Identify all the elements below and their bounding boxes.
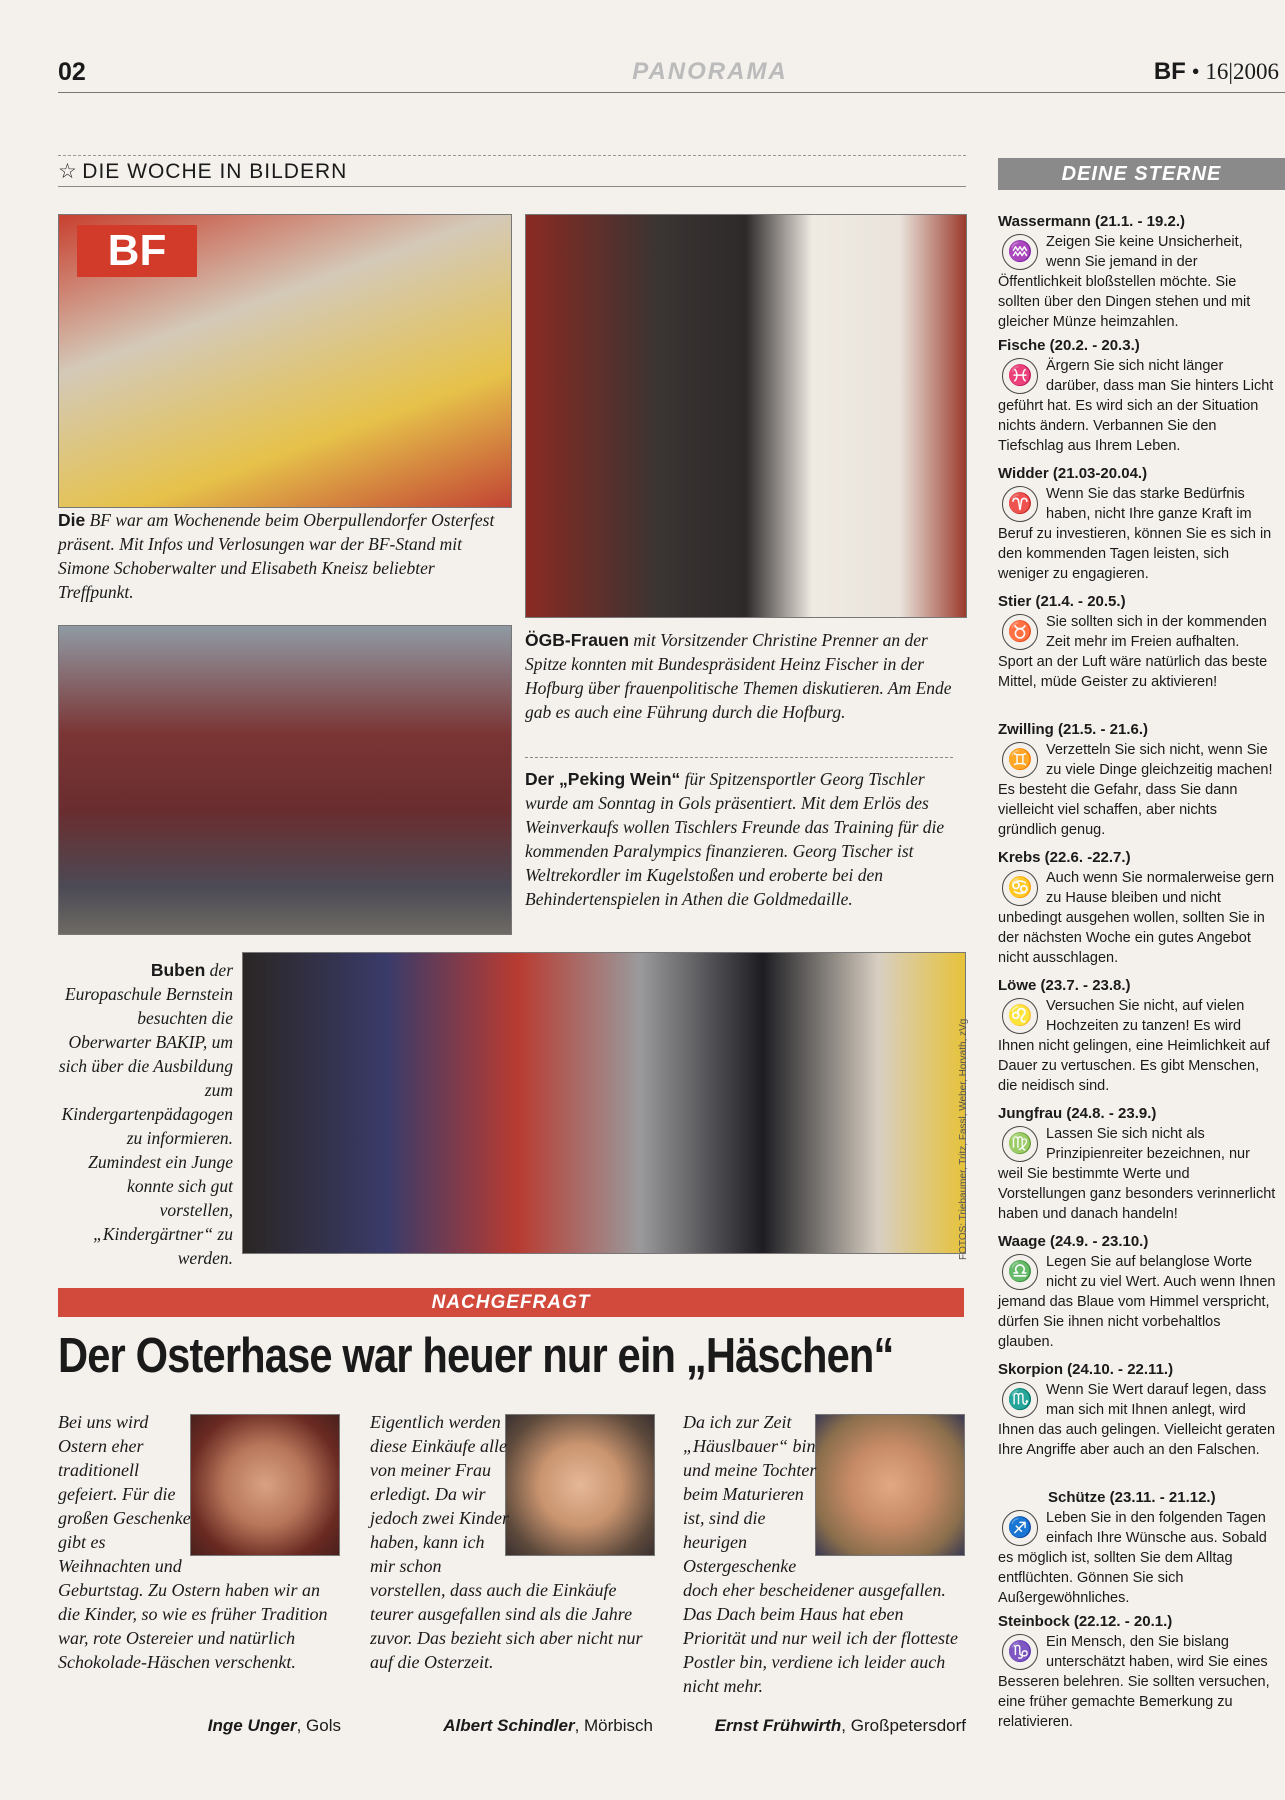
column-1 [58, 1410, 343, 1674]
taurus-icon: ♉ [1002, 614, 1038, 650]
brand-logo: BF [1153, 58, 1186, 85]
libra-icon: ♎ [1002, 1254, 1038, 1290]
sign-name: Löwe (23.7. - 23.8.) [998, 977, 1131, 994]
sign-name: Krebs (22.6. -22.7.) [998, 849, 1131, 866]
aries-icon: ♈ [1002, 486, 1038, 522]
column-3 [683, 1410, 968, 1698]
sign-name: Wassermann (21.1. - 19.2.) [998, 213, 1186, 230]
person-name: Inge Unger [207, 1716, 297, 1735]
star-icon: ☆ [58, 160, 78, 183]
sagittarius-icon: ♐ [1002, 1510, 1038, 1546]
sign-name: Schütze (23.11. - 21.12.) [1048, 1489, 1216, 1506]
sign-text: Wenn Sie das starke Bedürfnis haben, nicht Ihre ganze Kraft im Beruf zu investieren, können Sie es sich in den kommenden Tagen leisten, sich weniger zu engagieren. [998, 486, 1272, 582]
cancer-icon: ♋ [1002, 870, 1038, 906]
photo-buben [242, 952, 966, 1254]
horoscope-loewe [998, 976, 1278, 1104]
horoscope-wassermann [998, 212, 1278, 336]
sign-name: Jungfrau (24.8. - 23.9.) [998, 1105, 1157, 1122]
leo-icon: ♌ [1002, 998, 1038, 1034]
photo-bf-stand [58, 214, 512, 508]
issue-number: 16|2006 [1205, 59, 1279, 84]
page-number: 02 [58, 58, 86, 86]
sign-text: Ein Mensch, den Sie bislang unterschätzt haben, wird Sie eines Besseren belehren. Sie sollten versuchen, eine früher gemachte Bemerkung zu relativieren. [998, 1634, 1270, 1730]
section-title: PANORAMA [632, 58, 788, 85]
bf-logo: BF [77, 225, 197, 277]
horoscope-schuetze [998, 1488, 1278, 1612]
woche-header [58, 155, 966, 187]
sign-text: Versuchen Sie nicht, auf vielen Hochzeiten zu tanzen! Es wird Ihnen nicht gelingen, eine Heimlichkeit auf Dauer zu vertuschen. Es gibt Menschen, die neidisch sind. [998, 998, 1270, 1094]
nachgefragt-headline: Der Osterhase war heuer nur ein „Häschen“ [58, 1329, 894, 1383]
sign-text: Ärgern Sie sich nicht länger darüber, dass man Sie hinters Licht geführt hat. Es wird sich an der Situation nichts ändern. Verbannen Sie den Tiefschlag aus Ihrem Leben. [998, 358, 1274, 454]
sign-name: Skorpion (24.10. - 22.11.) [998, 1361, 1174, 1378]
caption-peking-wein: Der „Peking Wein“ für Spitzensportler Georg Tischler wurde am Sonntag in Gols präsentiert. Mit dem Erlös des Weinverkaufs wollen Tischlers Freunde das Training für die kommenden Paralympics finanzieren. Georg Tischer ist Weltrekordler im Kugelstoßen und eroberte bei den Behindertenspielen in Athen die Goldmedaille. [525, 769, 945, 909]
horoscope-header: DEINE STERNE [998, 158, 1285, 190]
horoscope-jungfrau [998, 1104, 1278, 1232]
sign-name: Waage (24.9. - 23.10.) [998, 1233, 1149, 1250]
column-2 [370, 1410, 655, 1674]
pisces-icon: ♓ [1002, 358, 1038, 394]
horoscope-zwilling [998, 720, 1278, 848]
capricorn-icon: ♑ [1002, 1634, 1038, 1670]
signature-1: Inge Unger, Gols [207, 1716, 341, 1735]
horoscope-stier [998, 592, 1278, 720]
horoscope-steinbock [998, 1612, 1278, 1736]
horoscope-skorpion [998, 1360, 1278, 1488]
horoscope-widder [998, 464, 1278, 592]
sign-name: Zwilling (21.5. - 21.6.) [998, 721, 1149, 738]
brand-issue: BF • 16|2006 [1153, 58, 1279, 85]
horoscope-krebs [998, 848, 1278, 976]
sign-name: Widder (21.03-20.04.) [998, 465, 1148, 482]
nachgefragt-bar: NACHGEFRAGT [58, 1288, 964, 1317]
caption-lead: Die [58, 510, 86, 530]
sign-name: Fische (20.2. - 20.3.) [998, 337, 1140, 354]
sign-name: Stier (21.4. - 20.5.) [998, 593, 1126, 610]
signature-2: Albert Schindler, Mörbisch [443, 1716, 653, 1735]
woche-title: DIE WOCHE IN BILDERN [82, 160, 348, 183]
sign-name: Steinbock (22.12. - 20.1.) [998, 1613, 1173, 1630]
sign-text: Legen Sie auf belanglose Worte nicht zu viel Wert. Auch wenn Ihnen jemand das Blaue vom Himmel verspricht, dürfen Sie ihnen nicht vorbehaltlos glauben. [998, 1254, 1276, 1350]
photo-fischer [525, 214, 967, 618]
caption-lead: ÖGB-Frauen [525, 630, 630, 650]
sign-text: Zeigen Sie keine Unsicherheit, wenn Sie jemand in der Öffentlichkeit bloßstellen möchte. Sie sollten über den Dingen stehen und mit gleicher Münze heimzahlen. [998, 234, 1251, 330]
caption-bf-stand: Die BF war am Wochenende beim Oberpullendorfer Osterfest präsent. Mit Infos und Verlosungen war der BF-Stand mit Simone Schoberwalter und Elisabeth Kneisz beliebter Treffpunkt. [58, 510, 495, 602]
sign-text: Wenn Sie Wert darauf legen, dass man sich mit Ihnen anlegt, wird Ihnen das auch gelingen. Vielleicht geraten Ihre Angriffe aber auch an den Falschen. [998, 1382, 1276, 1458]
caption-divider [525, 757, 953, 758]
scorpio-icon: ♏ [1002, 1382, 1038, 1418]
person-name: Albert Schindler [443, 1716, 575, 1735]
caption-lead: Der „Peking Wein“ [525, 769, 681, 789]
statement-text: Eigentlich werden diese Einkäufe alle von meiner Frau erledigt. Da wir jedoch zwei Kinder haben, kann ich mir schon vorstellen, dass auch die Einkäufe teurer ausgefallen sind als die Jahre zuvor. Das bezieht sich aber nicht nur auf die Osterzeit. [370, 1412, 643, 1672]
horoscope-list [998, 212, 1278, 1736]
gemini-icon: ♊ [1002, 742, 1038, 778]
aquarius-icon: ♒ [1002, 234, 1038, 270]
caption-buben: Buben der Europaschule Bernstein besuchten die Oberwarter BAKIP, um sich über die Ausbildung zum Kindergartenpädagogen zu informieren. Zumindest ein Junge konnte sich gut vorstellen, „Kindergärtner“ zu werden. [58, 960, 233, 1268]
horoscope-fische [998, 336, 1278, 464]
person-name: Ernst Frühwirth [714, 1716, 842, 1735]
caption-oegb: ÖGB-Frauen mit Vorsitzender Christine Prenner an der Spitze konnten mit Bundespräsident Heinz Fischer in der Hofburg über frauenpolitische Themen diskutieren. Am Ende gab es auch eine Führung durch die Hofburg. [525, 630, 952, 722]
horoscope-waage [998, 1232, 1278, 1360]
sign-text: Verzetteln Sie sich nicht, wenn Sie zu viele Dinge gleichzeitig machen! Es besteht die Gefahr, dass Sie dann vielleicht viel schaffen, aber nichts gründlich genug. [998, 742, 1273, 838]
header-rule [58, 92, 1285, 93]
sign-text: Leben Sie in den folgenden Tagen einfach Ihre Wünsche aus. Sobald es möglich ist, sollten Sie dem Alltag entflüchten. Gönnen Sie sich Außergewöhnliches. [998, 1510, 1267, 1606]
sign-text: Auch wenn Sie normalerweise gern zu Hause bleiben und nicht unbedingt ausgehen wollen, sollten Sie in der nächsten Woche ein gutes Angebot nicht ausschlagen. [998, 870, 1275, 966]
signature-3: Ernst Frühwirth, Großpetersdorf [714, 1716, 966, 1735]
caption-lead: Buben [150, 960, 206, 980]
sign-text: Lassen Sie sich nicht als Prinzipienreiter bezeichnen, nur weil Sie bestimmte Werte und Vorstellungen ganz besonders verinnerlicht haben und danach handeln! [998, 1126, 1276, 1222]
photo-peking-wein [58, 625, 512, 935]
virgo-icon: ♍ [1002, 1126, 1038, 1162]
photo-credit: FOTOS: Triebaumer, Tritz, Fassl, Weber, Horvath, zVg [958, 1018, 969, 1260]
sign-text: Sie sollten sich in der kommenden Zeit mehr im Freien aufhalten. Sport an der Luft wäre natürlich das beste Mittel, müde Geister zu aktivieren! [998, 614, 1268, 690]
statement-text: Da ich zur Zeit „Häuslbauer“ bin und meine Tochter beim Maturieren ist, sind die heurigen Ostergeschenke doch eher bescheidener ausgefallen. Das Dach beim Haus hat eben Priorität und nur weil ich der flotteste Postler bin, verdiene ich leider auch nicht mehr. [683, 1412, 958, 1696]
statement-text: Bei uns wird Ostern eher traditionell gefeiert. Für die großen Geschenke gibt es Weihnachten und Geburtstag. Zu Ostern haben wir an die Kinder, so wie es früher Tradition war, rote Ostereier und natürlich Schokolade-Häschen verschenkt. [58, 1412, 328, 1672]
